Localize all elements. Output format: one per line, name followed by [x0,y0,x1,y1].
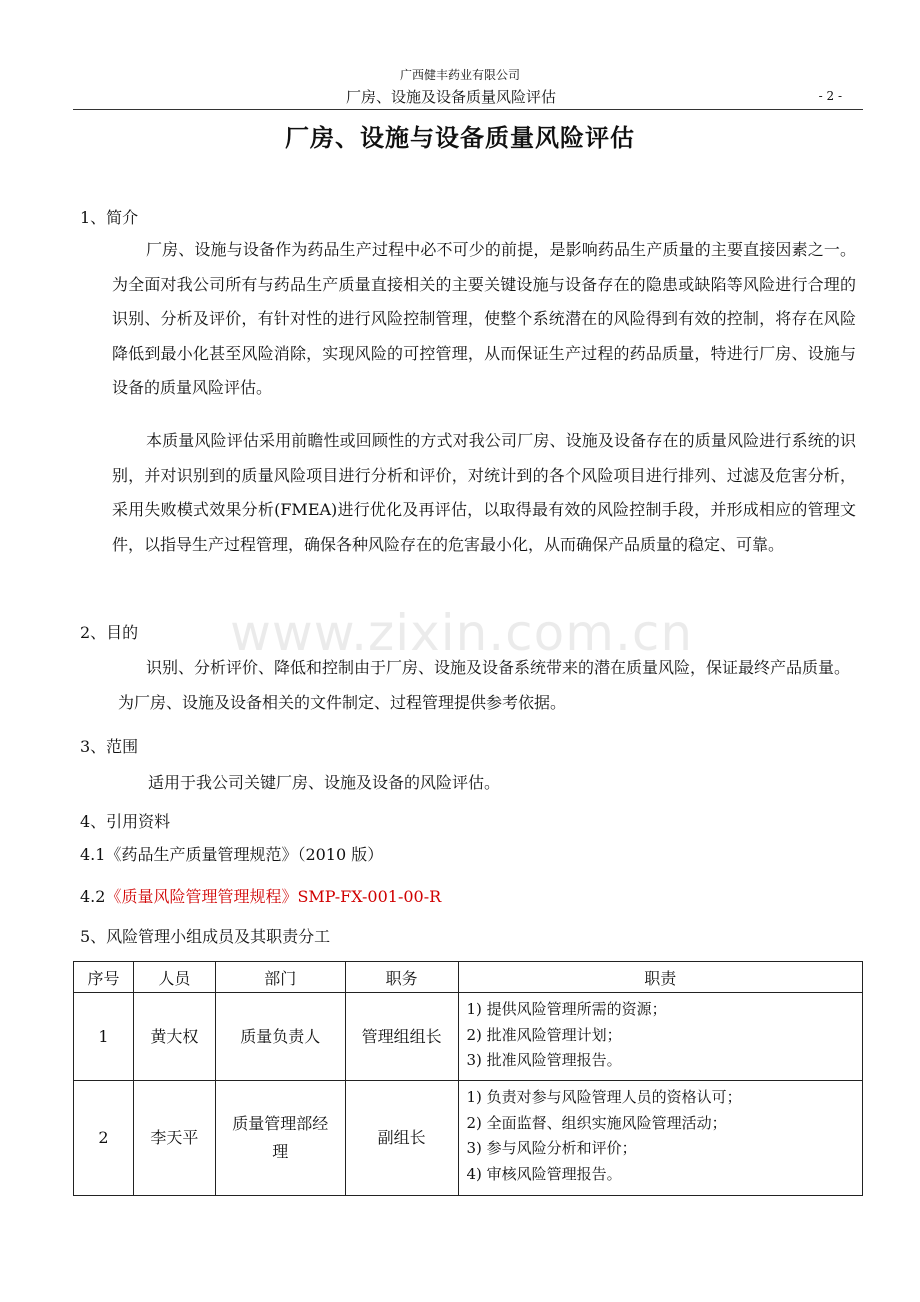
cell-duties [458,993,862,1081]
team-responsibility-table [73,961,863,1196]
running-doc-title: 厂房、设施及设备质量风险评估 [346,88,557,106]
section-1-paragraph-2: 本质量风险评估采用前瞻性或回顾性的方式对我公司厂房、设施及设备存在的质量风险进行系统的识别，并对识别到的质量风险项目进行分析和评价，对统计到的各个风险项目进行排列、过滤及危害分析，采用失败模式效果分析(FMEA)进行优化及再评估，以取得最有效的风险控制手段，并形成相应的管理文件，以指导生产过程管理，确保各种风险存在的危害最小化，从而确保产品质量的稳定、可靠。 [112,431,856,554]
cell-person: 黄大权 [133,993,215,1081]
reference-1: 4.1《药品生产质量管理规范》（2010 版） [80,845,384,864]
reference-2 [80,884,441,907]
duty-item: 2) 全面监督、组织实施风险管理活动； [466,1113,727,1132]
company-name: 广西健丰药业有限公司 [399,68,520,82]
page-number: - 2 - [818,89,842,103]
page-title: 厂房、设施与设备质量风险评估 [285,123,635,152]
cell-dept: 质量管理部经理 [215,1081,345,1196]
duty-item: 1) 提供风险管理所需的资源； [466,1000,667,1018]
header-cell-person: 人员 [133,962,215,993]
cell-title: 管理组组长 [345,993,458,1081]
duty-item: 4) 审核风险管理报告。 [466,1164,622,1183]
section-1-paragraph-1: 厂房、设施与设备作为药品生产过程中必不可少的前提，是影响药品生产质量的主要直接因素之一。为全面对我公司所有与药品生产质量直接相关的主要关键设施与设备存在的隐患或缺陷等风险进行合理的识别、分析及评价，有针对性的进行风险控制管理，使整个系统潜在的风险得到有效的控制，将存在风险降低到最小化甚至风险消除，实现风险的可控管理，从而保证生产过程的药品质量，特进行厂房、设施与设备的质量风险评估。 [112,240,856,398]
header-cell-title: 职务 [345,962,458,993]
header-cell-no: 序号 [74,962,134,993]
header-divider [73,109,863,110]
section-1-heading: 1、简介 [80,208,139,227]
duty-item: 3) 参与风险分析和评价； [466,1139,637,1157]
section-2-heading: 2、目的 [80,623,139,642]
table-row [74,1081,863,1196]
cell-title: 副组长 [345,1081,458,1196]
table-header-row [74,962,863,993]
duties-list [467,997,854,1074]
duties-list [467,1085,854,1187]
table-row [74,993,863,1081]
duty-item: 3) 批准风险管理报告。 [466,1051,622,1069]
header-cell-duties: 职责 [458,962,862,993]
section-3-paragraph: 适用于我公司关键厂房、设施及设备的风险评估。 [148,773,501,792]
duty-item: 1) 负责对参与风险管理人员的资格认可； [466,1088,742,1106]
cell-no: 1 [74,993,134,1081]
section-2-paragraph: 识别、分析评价、降低和控制由于厂房、设施及设备系统带来的潜在质量风险，保证最终产品质量。为厂房、设施及设备相关的文件制定、过程管理提供参考依据。 [118,658,851,712]
running-header [0,86,920,108]
cell-duties [458,1081,862,1196]
duty-item: 2) 批准风险管理计划； [466,1025,622,1044]
header-cell-dept: 部门 [215,962,345,993]
cell-person: 李天平 [133,1081,215,1196]
section-5-heading: 5、风险管理小组成员及其职责分工 [80,927,331,946]
section-3-heading: 3、范围 [80,737,139,756]
watermark: www.zixin.com.cn [230,604,694,662]
reference-2-link[interactable]: 《质量风险管理管理规程》SMP-FX-001-00-R [105,887,442,906]
cell-dept: 质量负责人 [215,993,345,1081]
section-4-heading: 4、引用资料 [80,812,171,831]
reference-2-number: 4.2 [80,887,106,906]
cell-no: 2 [74,1081,134,1196]
